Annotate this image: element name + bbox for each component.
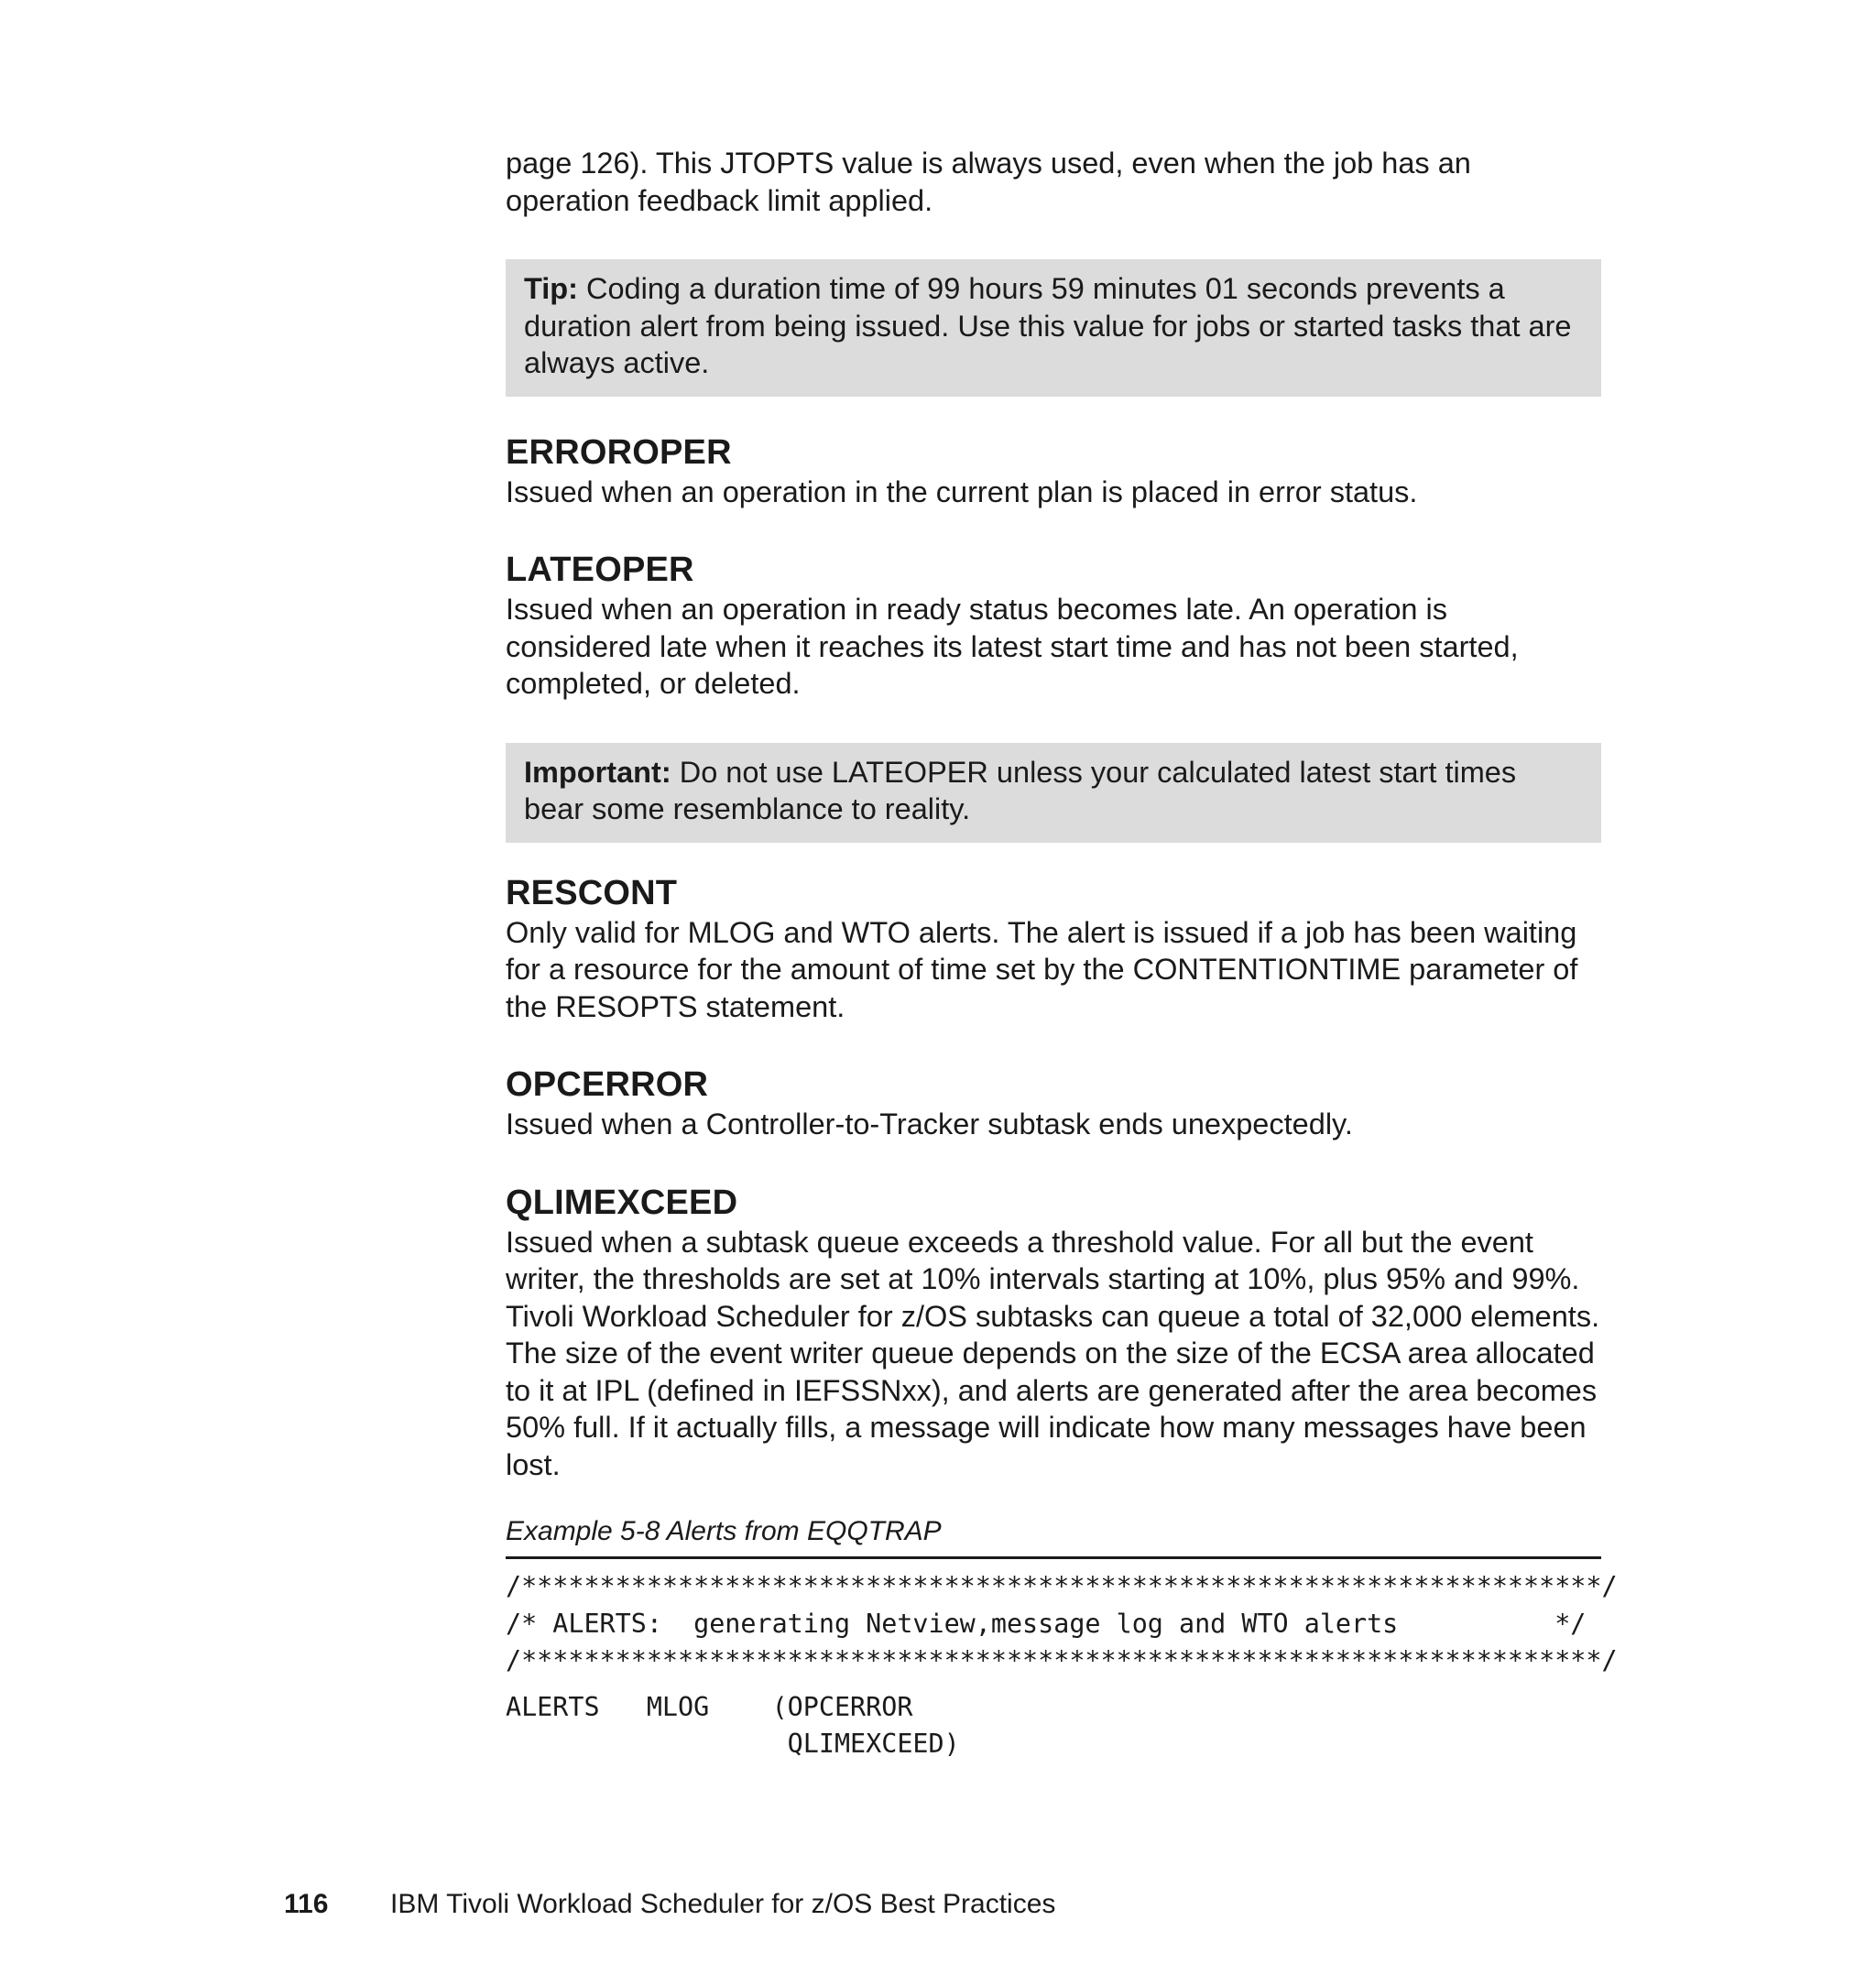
code-line: /* ALERTS: generating Netview,message log and WTO alerts */ bbox=[506, 1608, 1587, 1639]
term-heading-qlimexceed: QLIMEXCEED bbox=[506, 1183, 738, 1222]
term-description-rescont: Only valid for MLOG and WTO alerts. The alert is issued if a job has been waiting for a resource for the amount of time set by the CONTENTIONTIME parameter of the RESOPTS statement. bbox=[506, 915, 1578, 1023]
page-number: 116 bbox=[284, 1889, 329, 1919]
code-line: QLIMEXCEED) bbox=[506, 1729, 960, 1759]
code-line: ALERTS MLOG (OPCERROR bbox=[506, 1691, 913, 1722]
book-title: IBM Tivoli Workload Scheduler for z/OS Best Practices bbox=[390, 1889, 1056, 1919]
code-line: /*********************************************************************/ bbox=[506, 1571, 1618, 1601]
term-heading-rescont: RESCONT bbox=[506, 873, 678, 912]
term-description-opcerror: Issued when a Controller-to-Tracker subtask ends unexpectedly. bbox=[506, 1108, 1353, 1140]
tip-label: Tip: bbox=[524, 272, 578, 305]
tip-box bbox=[506, 259, 1601, 397]
important-label: Important: bbox=[524, 755, 671, 789]
code-line: /*********************************************************************/ bbox=[506, 1645, 1618, 1675]
intro-paragraph: page 126). This JTOPTS value is always used, even when the job has an operation feedback limit applied. bbox=[506, 147, 1471, 217]
term-heading-opcerror: OPCERROR bbox=[506, 1065, 709, 1104]
important-text: Do not use LATEOPER unless your calculated latest start times bear some resemblance to reality. bbox=[524, 755, 1517, 825]
term-heading-lateoper: LATEOPER bbox=[506, 551, 694, 589]
tip-text: Coding a duration time of 99 hours 59 minutes 01 seconds prevents a duration alert from being issued. Use this value for jobs or started tasks that are always active. bbox=[524, 272, 1572, 379]
important-box bbox=[506, 743, 1601, 843]
page-content bbox=[506, 145, 1618, 1763]
term-description-lateoper: Issued when an operation in ready status becomes late. An operation is considered late when it reaches its latest start time and has not been started, completed, or deleted. bbox=[506, 593, 1519, 700]
term-description-qlimexceed: Issued when a subtask queue exceeds a threshold value. For all but the event writer, the thresholds are set at 10% intervals starting at 10%, plus 95% and 99%. Tivoli Workload Scheduler for z/OS subtasks can queue a total of 32,000 elements. The size of the event writer queue depends on the size of the ECSA area allocated to it at IPL (defined in IEFSSNxx), and alerts are generated after the area becomes 50% full. If it actually fills, a message will indicate how many messages have been lost. bbox=[506, 1225, 1600, 1481]
example-caption: Example 5-8 Alerts from EQQTRAP bbox=[506, 1516, 942, 1546]
term-heading-erroroper: ERROROPER bbox=[506, 432, 732, 472]
term-description-erroroper: Issued when an operation in the current plan is placed in error status. bbox=[506, 475, 1418, 508]
page-footer bbox=[284, 1887, 1055, 1922]
code-example bbox=[506, 1556, 1618, 1763]
